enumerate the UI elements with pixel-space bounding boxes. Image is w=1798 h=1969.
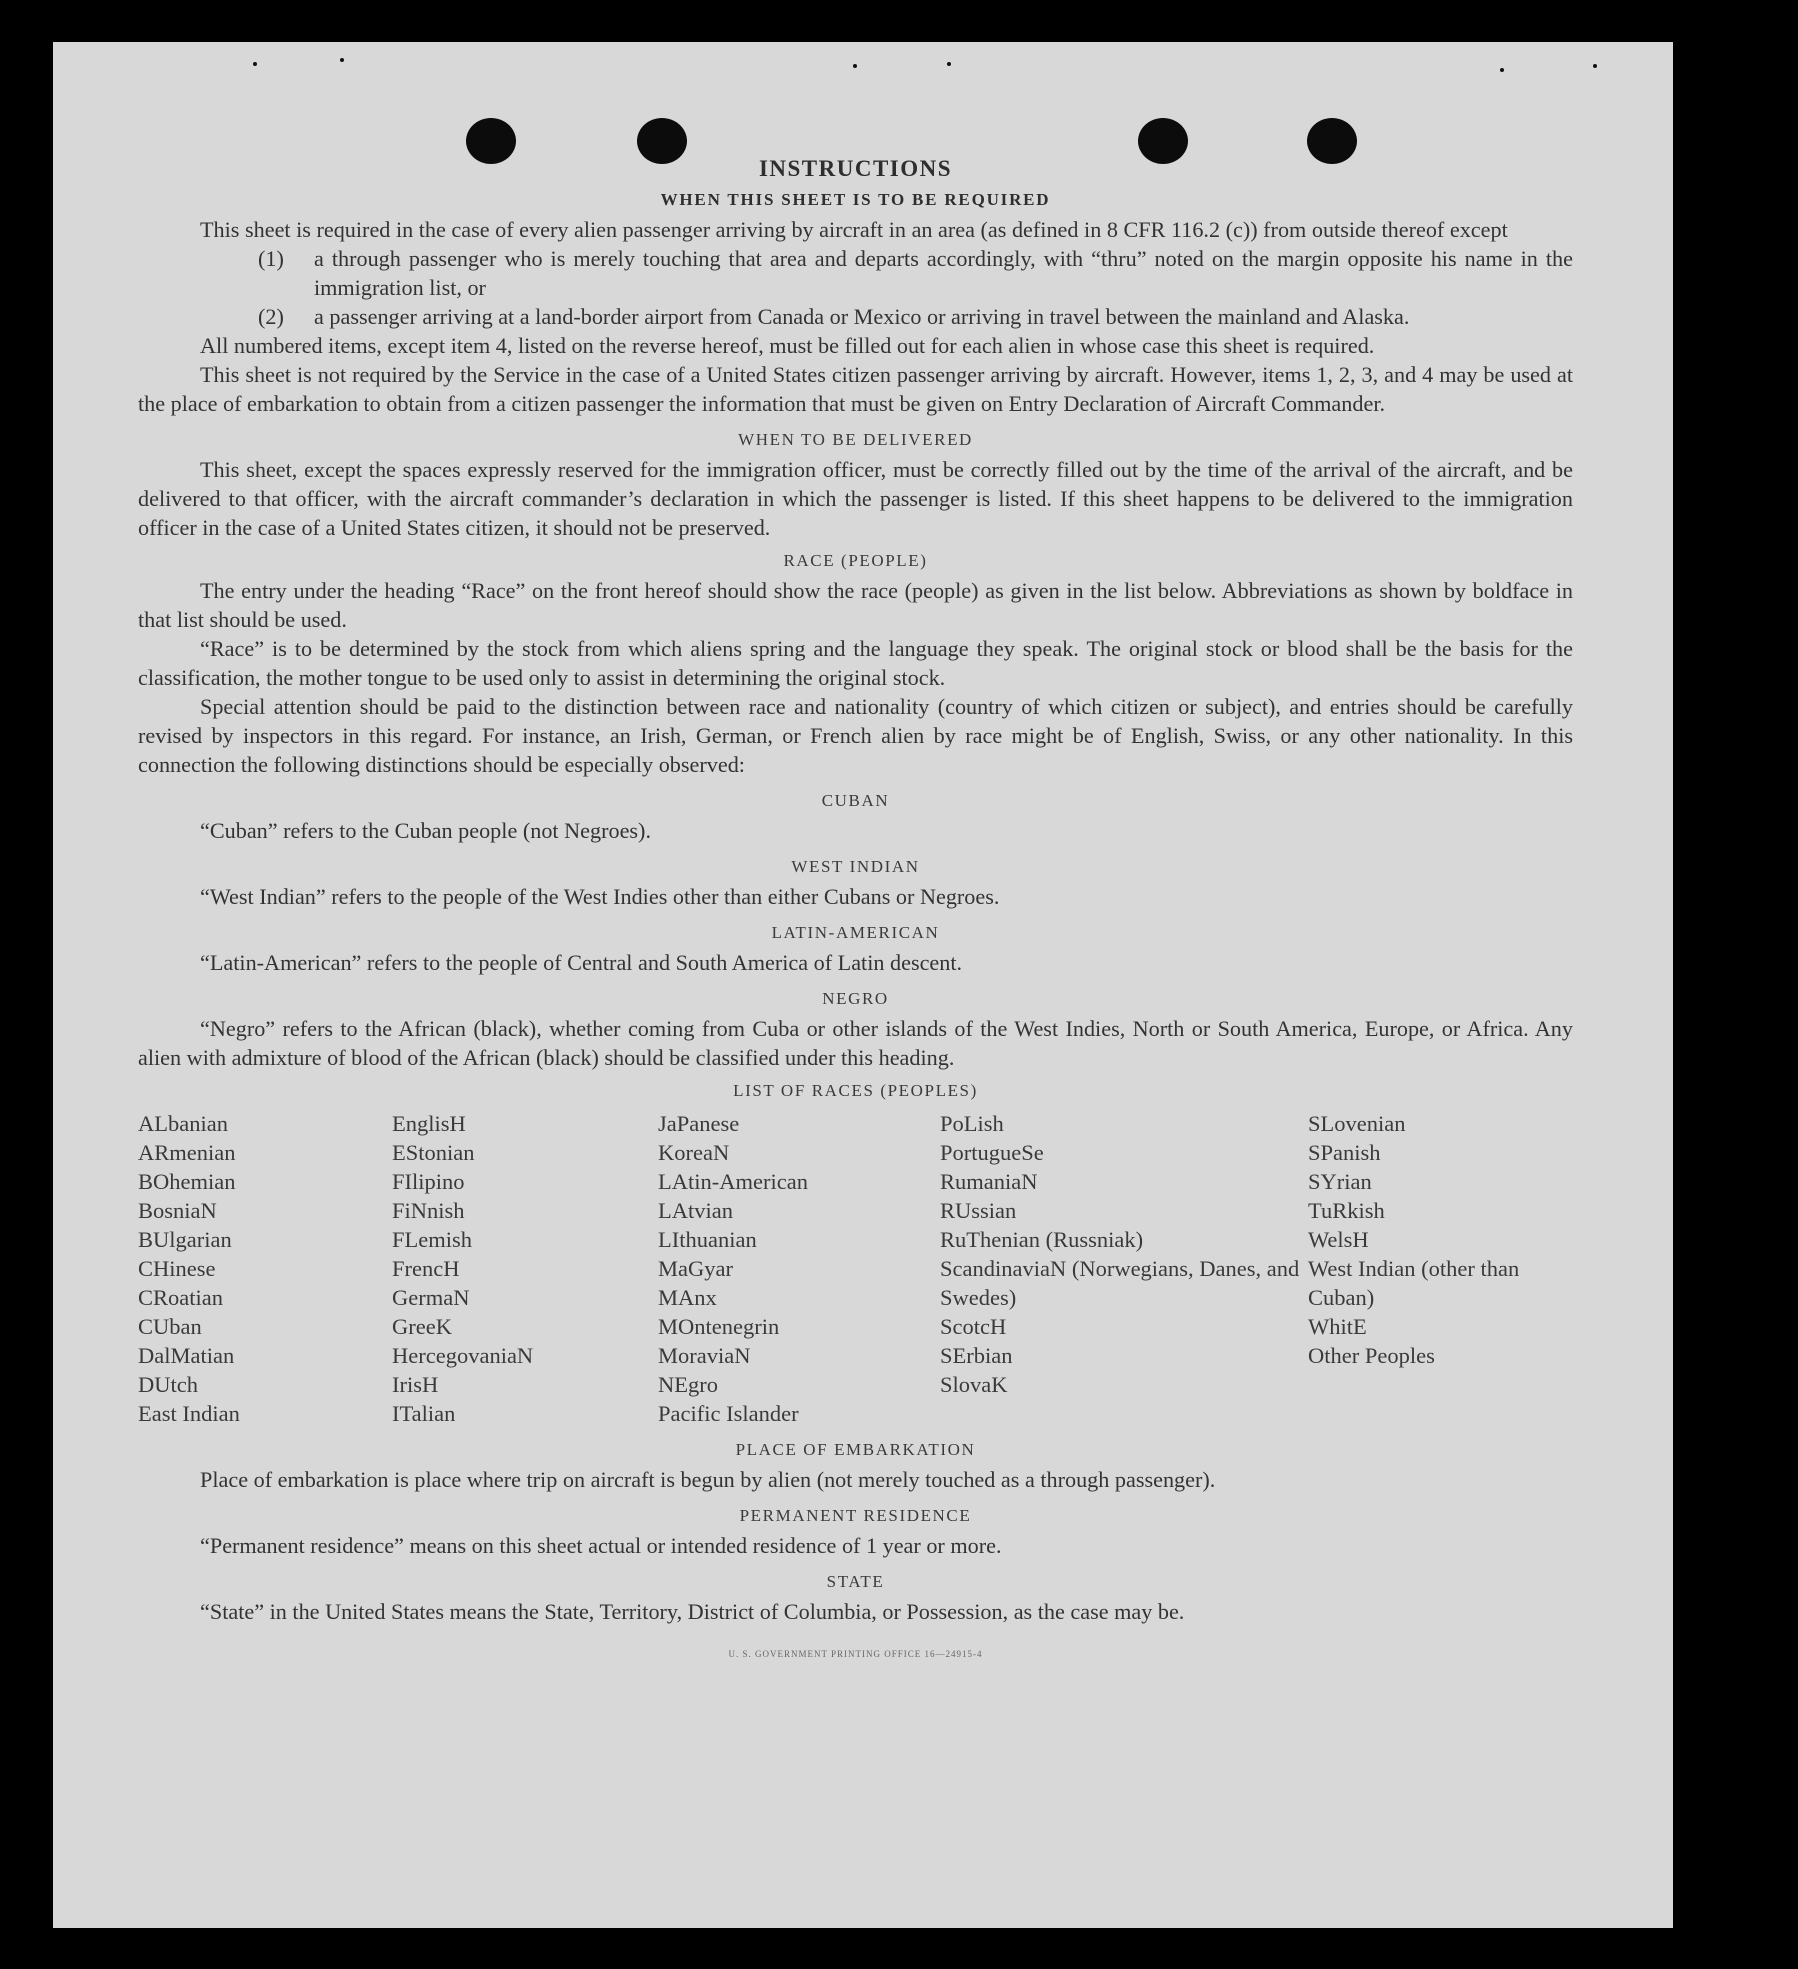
races-column-1 — [138, 1109, 392, 1428]
speck — [947, 62, 951, 66]
negro-text: “Negro” refers to the African (black), whether coming from Cuba or other islands of the West Indies, North or South America, Europe, or Africa. Any alien with admixture of blood of the African (black) should be classified under this heading. — [138, 1016, 1573, 1070]
race-item: West Indian (other than Cuban) — [1308, 1256, 1520, 1310]
race-paragraph-3: Special attention should be paid to the distinction between race and nationality (country of which citizen or subject), and entries should be carefully revised by inspectors in this regard. For instance, an Irish, German, or French alien by race might be of English, Swiss, or any other nationality. In this connection the following distinctions should be especially observed: — [138, 694, 1573, 777]
races-column-2 — [392, 1109, 658, 1428]
race-item: SErbian — [940, 1343, 1013, 1368]
race-item: WhitE — [1308, 1314, 1367, 1339]
race-item: ALbanian — [138, 1111, 228, 1136]
printing-office-footer: U. S. GOVERNMENT PRINTING OFFICE 16—24915-4 — [728, 1649, 983, 1659]
embarkation-text: Place of embarkation is place where trip on aircraft is begun by alien (not merely touched as a through passenger). — [200, 1467, 1216, 1492]
item-number: (2) — [258, 304, 284, 329]
page-title: INSTRUCTIONS — [758, 156, 953, 181]
race-item: EnglisH — [392, 1111, 466, 1136]
item-number: (1) — [258, 246, 284, 271]
speck — [340, 58, 344, 62]
heading-list-of-races: LIST OF RACES (PEOPLES) — [733, 1081, 978, 1100]
race-item: PortugueSe — [940, 1140, 1044, 1165]
numbered-items-paragraph: All numbered items, except item 4, listed on the reverse hereof, must be filled out for each alien in whose case this sheet is required. — [200, 333, 1375, 358]
residence-text: “Permanent residence” means on this sheet actual or intended residence of 1 year or more. — [200, 1533, 1002, 1558]
cuban-text: “Cuban” refers to the Cuban people (not Negroes). — [200, 818, 651, 843]
race-item: Other Peoples — [1308, 1343, 1435, 1368]
race-item: FrencH — [392, 1256, 460, 1281]
race-item: MAnx — [658, 1285, 717, 1310]
speck — [1500, 68, 1504, 72]
race-item: SYrian — [1308, 1169, 1372, 1194]
race-item: FiNnish — [392, 1198, 465, 1223]
heading-when-delivered: WHEN TO BE DELIVERED — [738, 430, 973, 449]
race-item: MOntenegrin — [658, 1314, 780, 1339]
race-item: CHinese — [138, 1256, 216, 1281]
heading-cuban: CUBAN — [821, 791, 890, 810]
race-item: FIlipino — [392, 1169, 465, 1194]
race-item: Pacific Islander — [658, 1401, 799, 1426]
race-item: PoLish — [940, 1111, 1004, 1136]
west-indian-text: “West Indian” refers to the people of the West Indies other than either Cubans or Negroes. — [200, 884, 1000, 909]
item-text: a through passenger who is merely touching that area and departs accordingly, with “thru” noted on the margin opposite his name in the immigration list, or — [314, 246, 1573, 300]
race-item: KoreaN — [658, 1140, 730, 1165]
race-paragraph-1: The entry under the heading “Race” on the front hereof should show the race (people) as given in the list below. Abbreviations as shown by boldface in that list should be used. — [138, 578, 1573, 632]
race-item: ITalian — [392, 1401, 456, 1426]
race-item: MoraviaN — [658, 1343, 751, 1368]
race-item: DalMatian — [138, 1343, 235, 1368]
race-item: ScandinaviaN (Norwegians, Danes, and Swedes) — [940, 1256, 1300, 1310]
heading-west-indian: WEST INDIAN — [791, 857, 920, 876]
race-item: SlovaK — [940, 1372, 1008, 1397]
heading-race: RACE (PEOPLE) — [783, 551, 928, 570]
when-required-intro: This sheet is required in the case of every alien passenger arriving by aircraft in an area (as defined in 8 CFR 116.2 (c)) from outside thereof except — [200, 217, 1508, 242]
race-item: ScotcH — [940, 1314, 1007, 1339]
race-item: GermaN — [392, 1285, 470, 1310]
race-item: LAtvian — [658, 1198, 733, 1223]
race-item: NEgro — [658, 1372, 718, 1397]
speck — [253, 62, 257, 66]
race-item: IrisH — [392, 1372, 439, 1397]
exception-item-1 — [138, 244, 1573, 302]
races-list — [138, 1109, 1573, 1428]
exception-item-2 — [138, 302, 1573, 331]
race-item: RUssian — [940, 1198, 1017, 1223]
when-delivered-text: This sheet, except the spaces expressly reserved for the immigration officer, must be correctly filled out by the time of the arrival of the aircraft, and be delivered to that officer, with the aircraft commander’s declaration in which the passenger is listed. If this sheet happens to be delivered to the immigration officer in the case of a United States citizen, it should not be preserved. — [138, 457, 1573, 540]
race-item: HercegovaniaN — [392, 1343, 534, 1368]
state-text: “State” in the United States means the State, Territory, District of Columbia, or Possession, as the case may be. — [200, 1599, 1185, 1624]
race-item: MaGyar — [658, 1256, 733, 1281]
race-item: BosniaN — [138, 1198, 217, 1223]
heading-negro: NEGRO — [822, 989, 889, 1008]
race-item: DUtch — [138, 1372, 198, 1397]
race-item: WelsH — [1308, 1227, 1369, 1252]
race-item: SPanish — [1308, 1140, 1381, 1165]
race-item: TuRkish — [1308, 1198, 1385, 1223]
item-text: a passenger arriving at a land-border airport from Canada or Mexico or arriving in travel between the mainland and Alaska. — [314, 304, 1410, 329]
speck — [1593, 64, 1597, 68]
speck — [853, 64, 857, 68]
heading-when-required: WHEN THIS SHEET IS TO BE REQUIRED — [660, 190, 1051, 209]
heading-state: STATE — [826, 1572, 885, 1591]
race-item: FLemish — [392, 1227, 473, 1252]
race-item: RuThenian (Russniak) — [940, 1227, 1144, 1252]
races-column-5 — [1308, 1109, 1573, 1428]
citizen-paragraph: This sheet is not required by the Service in the case of a United States citizen passenger arriving by aircraft. However, items 1, 2, 3, and 4 may be used at the place of embarkation to obtain from a citizen passenger the information that must be given on Entry Declaration of Aircraft Commander. — [138, 362, 1573, 416]
races-column-3 — [658, 1109, 940, 1428]
heading-latin-american: LATIN-AMERICAN — [771, 923, 940, 942]
race-item: LAtin-American — [658, 1169, 808, 1194]
race-item: RumaniaN — [940, 1169, 1038, 1194]
race-paragraph-2: “Race” is to be determined by the stock from which aliens spring and the language they speak. The original stock or blood shall be the basis for the classification, the mother tongue to be used only to assist in determining the original stock. — [138, 636, 1573, 690]
heading-embarkation: PLACE OF EMBARKATION — [735, 1440, 976, 1459]
race-item: JaPanese — [658, 1111, 740, 1136]
race-item: GreeK — [392, 1314, 452, 1339]
race-item: LIthuanian — [658, 1227, 757, 1252]
race-item: BOhemian — [138, 1169, 236, 1194]
race-item: ARmenian — [138, 1140, 236, 1165]
race-item: East Indian — [138, 1401, 240, 1426]
race-item: BUlgarian — [138, 1227, 232, 1252]
document-sheet — [53, 42, 1673, 1928]
races-column-4 — [940, 1109, 1308, 1428]
race-item: EStonian — [392, 1140, 475, 1165]
race-item: CRoatian — [138, 1285, 223, 1310]
race-item: CUban — [138, 1314, 202, 1339]
heading-residence: PERMANENT RESIDENCE — [739, 1506, 972, 1525]
instructions-content — [138, 154, 1573, 1669]
race-item: SLovenian — [1308, 1111, 1406, 1136]
latin-american-text: “Latin-American” refers to the people of Central and South America of Latin descent. — [200, 950, 963, 975]
